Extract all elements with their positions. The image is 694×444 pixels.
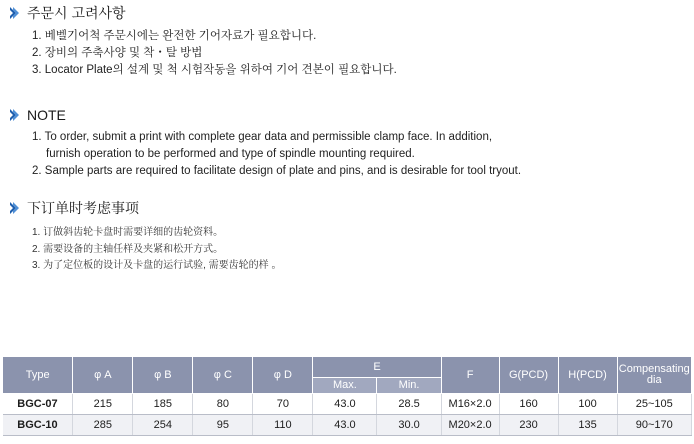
- column-header-h: H(PCD): [558, 357, 617, 394]
- section-title: 주문시 고려사항: [27, 5, 126, 21]
- cell-compensating-dia: 25~105: [617, 394, 692, 415]
- list-item: 1. To order, submit a print with complete gear data and permissible clamp face. In addition,: [32, 131, 493, 143]
- section-title: 下订单时考虑事项: [27, 200, 139, 216]
- column-header-e-max: Max.: [313, 378, 377, 394]
- cell-g: 230: [499, 415, 558, 436]
- section-heading: [8, 4, 397, 22]
- column-header-e-min: Min.: [377, 378, 441, 394]
- cell-type: BGC-10: [3, 415, 73, 436]
- column-header-a: φ A: [73, 357, 133, 394]
- column-header-c: φ C: [193, 357, 253, 394]
- list-item: 1. 订做斜齿轮卡盘时需要详细的齿轮资料。: [32, 227, 224, 238]
- list-item: 2. 장비의 주축사양 및 착・탈 방법: [32, 47, 203, 59]
- cell-a: 285: [73, 415, 133, 436]
- chevron-right-icon: [8, 7, 20, 19]
- cell-c: 95: [193, 415, 253, 436]
- cell-g: 160: [499, 394, 558, 415]
- section-heading: [8, 199, 281, 217]
- list-item: 2. 需要设备的主轴任样及夹紧和松开方式。: [32, 243, 224, 255]
- spec-table: [2, 356, 692, 436]
- column-header-type: Type: [3, 357, 73, 394]
- cell-a: 215: [73, 394, 133, 415]
- chevron-right-icon: [8, 202, 20, 214]
- cell-d: 110: [253, 415, 313, 436]
- column-header-d: φ D: [253, 357, 313, 394]
- table-row: [3, 394, 692, 415]
- section-heading: [8, 106, 521, 124]
- cell-e-min: 30.0: [377, 415, 441, 436]
- list-item: 2. Sample parts are required to facilitate design of plate and pins, and is desirable for tool tryout.: [32, 165, 522, 177]
- cell-e-max: 43.0: [313, 394, 377, 415]
- cell-f: M20×2.0: [441, 415, 499, 436]
- cell-type: BGC-07: [3, 394, 73, 415]
- cell-b: 254: [133, 415, 193, 436]
- column-header-b: φ B: [133, 357, 193, 394]
- list-item: 1. 베벨기어척 주문시에는 완전한 기어자료가 필요합니다.: [32, 30, 317, 42]
- section-order-notes-korean: [8, 4, 397, 79]
- table-row: [3, 415, 692, 436]
- list-item: 3. Locator Plate의 설계 및 척 시험작동을 위하여 기어 견본이 필요합니다.: [32, 64, 397, 76]
- chevron-right-icon: [8, 109, 20, 121]
- section-order-notes-chinese: [8, 199, 281, 275]
- column-header-compensating-dia: Compensating dia: [617, 357, 692, 394]
- cell-h: 100: [558, 394, 617, 415]
- list-item: furnish operation to be performed and type of spindle mounting required.: [46, 148, 415, 160]
- column-header-g: G(PCD): [499, 357, 558, 394]
- column-header-f: F: [441, 357, 499, 394]
- section-title: NOTE: [27, 107, 66, 123]
- section-note: [8, 106, 521, 180]
- cell-c: 80: [193, 394, 253, 415]
- cell-e-max: 43.0: [313, 415, 377, 436]
- cell-b: 185: [133, 394, 193, 415]
- cell-e-min: 28.5: [377, 394, 441, 415]
- cell-d: 70: [253, 394, 313, 415]
- cell-h: 135: [558, 415, 617, 436]
- column-header-e: E: [313, 357, 441, 378]
- cell-compensating-dia: 90~170: [617, 415, 692, 436]
- cell-f: M16×2.0: [441, 394, 499, 415]
- list-item: 3. 为了定位板的设计及卡盘的运行试验, 需要齿轮的样 。: [32, 260, 282, 271]
